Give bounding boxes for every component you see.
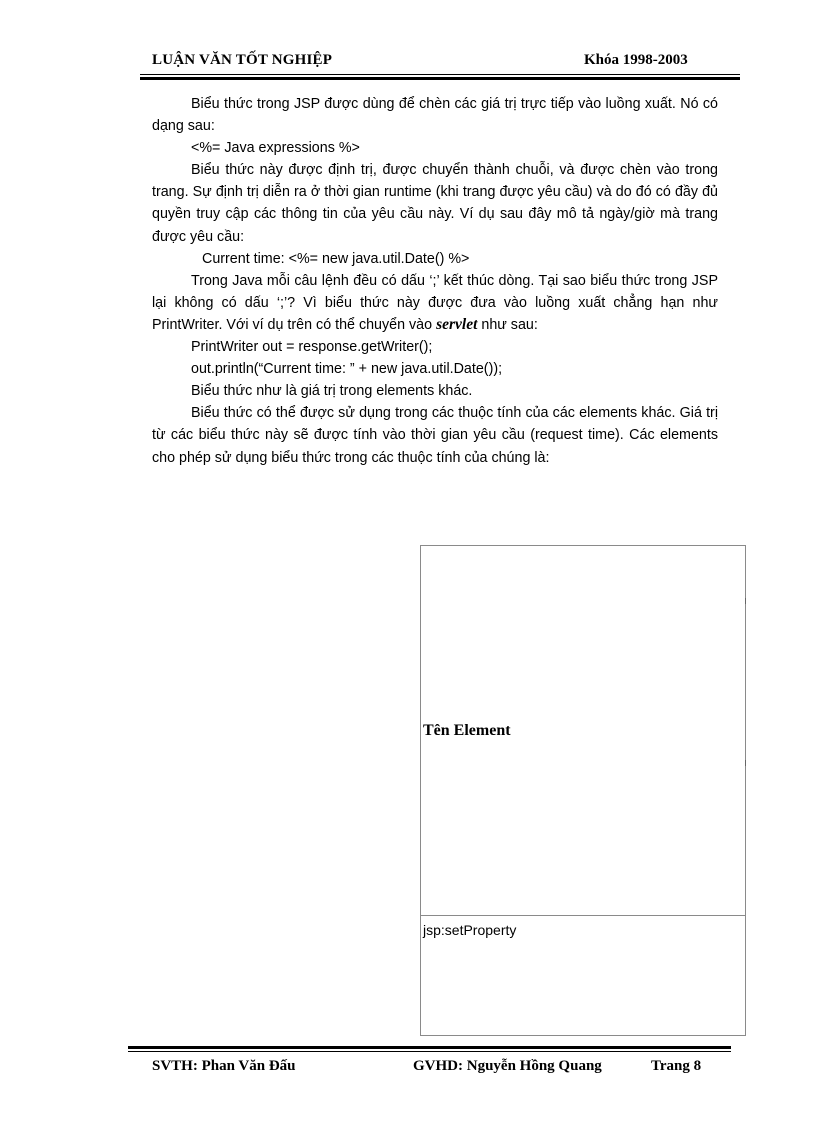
paragraph: Biểu thức này được định trị, được chuyển thành chuỗi, và được chèn vào trong trang. Sự định trị diễn ra ở thời gian runtime (khi trang được yêu cầu) và do đó có đầy đủ quyền truy cập các thông tin của yêu cầu này. Ví dụ sau đây mô tả ngày/giờ mà trang được yêu cầu: — [152, 162, 718, 245]
code-line: out.println(“Current time: ” + new java.util.Date()); — [191, 361, 503, 378]
elements-table — [420, 545, 746, 1036]
code-line: Current time: <%= new java.util.Date() %> — [202, 250, 470, 267]
course-years: Khóa 1998-2003 — [584, 52, 688, 68]
table-cell: jsp:setProperty — [421, 916, 746, 1036]
footer-rule-thin — [128, 1051, 731, 1052]
table-row — [421, 916, 746, 1036]
code-line: <%= Java expressions %> — [191, 140, 360, 157]
footer-rule-thick — [128, 1046, 731, 1049]
table-edge-mark — [745, 598, 746, 604]
table-header-row — [421, 546, 746, 916]
paragraph: Biểu thức trong JSP được dùng để chèn các giá trị trực tiếp vào luồng xuất. Nó có dạng sau: — [152, 96, 718, 135]
thesis-title: LUẬN VĂN TỐT NGHIỆP — [152, 52, 333, 68]
page-number: Trang 8 — [651, 1058, 702, 1074]
paragraph-text: Trong Java mỗi câu lệnh đều có dấu ‘;’ kết thúc dòng. Tại sao biểu thức trong JSP lại không có dấu ‘;’? Vì biểu thức này được đưa vào luồng xuất chẳng hạn như PrintWriter. Với ví dụ trên có thể chuyển vào — [152, 272, 718, 333]
body-text — [152, 93, 718, 469]
advisor-name: GVHD: Nguyễn Hồng Quang — [413, 1058, 602, 1074]
code-line: PrintWriter out = response.getWriter(); — [191, 339, 433, 356]
table-header-cell: Tên Element — [421, 546, 746, 916]
paragraph: Biểu thức có thể được sử dụng trong các thuộc tính của các elements khác. Giá trị từ các biểu thức này sẽ được tính vào thời gian yêu cầu (request time). Các elements cho phép sử dụng biểu thức trong các thuộc tính của chúng là: — [152, 405, 718, 466]
paragraph — [152, 270, 718, 336]
table-edge-mark — [745, 760, 746, 766]
paragraph: Biểu thức như là giá trị trong elements khác. — [191, 383, 473, 400]
header-rule-thick — [140, 77, 740, 80]
emphasis-servlet: servlet — [436, 315, 478, 333]
paragraph-text: như sau: — [477, 316, 538, 333]
header-rule-thin — [140, 74, 740, 75]
student-name: SVTH: Phan Văn Đấu — [152, 1058, 296, 1074]
